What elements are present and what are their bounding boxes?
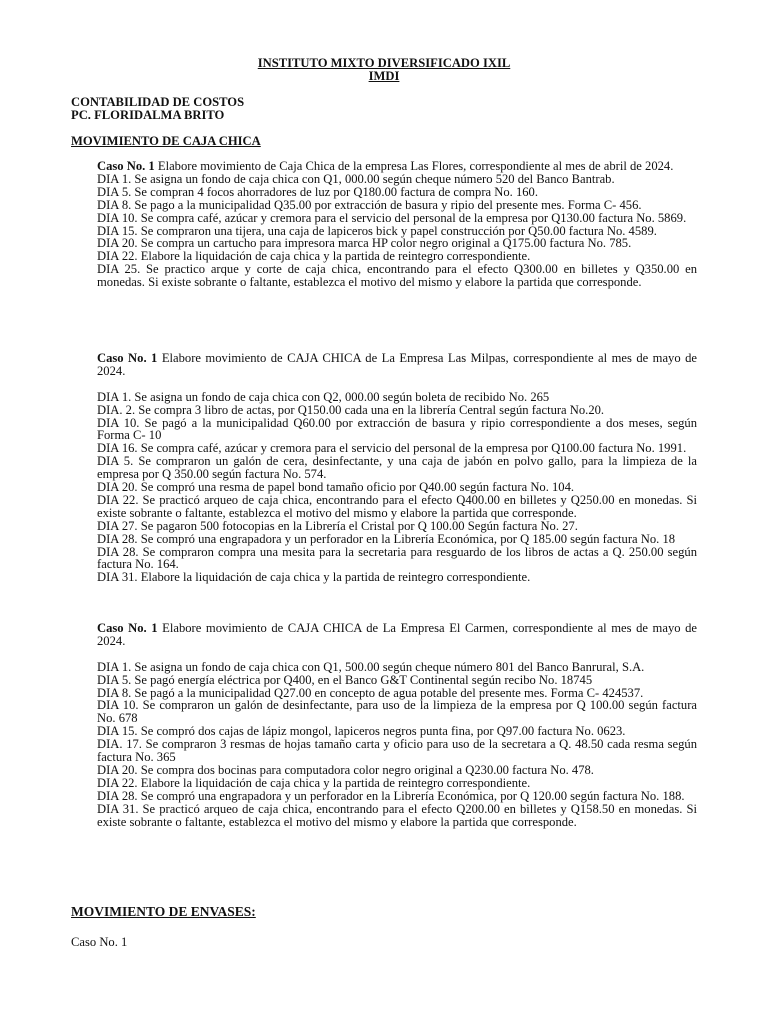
case-el-carmen	[97, 622, 697, 828]
case-intro	[97, 622, 697, 648]
case-line: DIA 16. Se compra café, azúcar y cremora para el servicio del personal de la empresa por Q100.00 factura No. 1991.	[97, 441, 687, 456]
case-line: DIA 31. Elabore la liquidación de caja chica y la partida de reintegro correspondiente.	[97, 570, 531, 585]
case-line: DIA 20. Se compra dos bocinas para computadora color negro original a Q230.00 factura No. 478.	[97, 762, 594, 777]
case-intro-text: Elabore movimiento de CAJA CHICA de La Empresa El Carmen, correspondiente al mes de mayo de 2024.	[97, 621, 697, 648]
institution-name: INSTITUTO MIXTO DIVERSIFICADO IXIL	[257, 56, 511, 70]
case-line: DIA 8. Se pagó a la municipalidad Q27.00 en concepto de agua potable del presente mes. Forma C- 424537.	[97, 685, 644, 700]
case-line: DIA 25. Se practico arque y corte de caja chica, encontrando para el efecto Q300.00 en billetes y Q350.00 en monedas. Si existe sobrante o faltante, establezca el motivo del mismo y elabore la partida que corresponde.	[97, 262, 697, 290]
case-line: DIA 22. Elabore la liquidación de caja chica y la partida de reintegro correspondiente.	[97, 775, 531, 790]
professor-name: PC. FLORIDALMA BRITO	[71, 108, 225, 122]
case-intro-text: Elabore movimiento de Caja Chica de la empresa Las Flores, correspondiente al mes de abril de 2024.	[154, 159, 674, 173]
case-intro	[97, 352, 697, 378]
case-line: DIA 10. Se compraron un galón de desinfectante, para uso de la limpieza de la empresa por Q 100.00 según factura No. 678	[97, 698, 697, 726]
case-line: DIA 8. Se pago a la municipalidad Q35.00 por extracción de basura y ripio del presente mes. Forma C- 456.	[97, 197, 642, 212]
section-title-caja-chica: MOVIMIENTO DE CAJA CHICA	[71, 134, 261, 148]
case-line: DIA 28. Se compró una engrapadora y un perforador en la Librería Económica, por Q 120.00 según factura No. 188.	[97, 788, 685, 803]
case-line: DIA 22. Elabore la liquidación de caja chica y la partida de reintegro correspondiente.	[97, 249, 531, 264]
case-line: DIA 20. Se compra un cartucho para impresora marca HP color negro original a Q175.00 factura No. 785.	[97, 236, 632, 251]
case-las-milpas	[97, 352, 697, 584]
institution-abbrev: IMDI	[368, 69, 400, 83]
case-line: DIA 5. Se compraron un galón de cera, desinfectante, y una caja de jabón en polvo gallo, para la limpieza de la empresa por Q 350.00 según factura No. 574.	[97, 454, 697, 482]
case-label: Caso No. 1	[97, 621, 158, 635]
case-line: DIA 1. Se asigna un fondo de caja chica con Q2, 000.00 según boleta de recibido No. 265	[97, 389, 550, 404]
course-title: CONTABILIDAD DE COSTOS	[71, 95, 245, 109]
case-line: DIA 5. Se pagó energía eléctrica por Q400, en el Banco G&T Continental según recibo No. 18745	[97, 672, 593, 687]
case-label-envases: Caso No. 1	[71, 935, 128, 949]
case-line: DIA 15. Se compraron una tijera, una caja de lapiceros bick y papel construcción por Q50.00 factura No. 4589.	[97, 223, 657, 238]
case-las-flores	[97, 160, 697, 289]
case-line: DIA 10. Se pagó a la municipalidad Q60.00 por extracción de basura y ripio correspondiente a dos meses, según Forma C- 10	[97, 415, 697, 443]
case-line: DIA 5. Se compran 4 focos ahorradores de luz por Q180.00 factura de compra No. 160.	[97, 184, 538, 199]
case-line: DIA 15. Se compró dos cajas de lápiz mongol, lapiceros negros punta fina, por Q97.00 factura No. 0623.	[97, 724, 626, 739]
case-line: DIA 28. Se compró una engrapadora y un perforador en la Librería Económica, por Q 185.00 según factura No. 18	[97, 531, 676, 546]
case-line: DIA. 17. Se compraron 3 resmas de hojas tamaño carta y oficio para uso de la secretara a Q. 48.50 cada resma según factura No. 365	[97, 737, 697, 765]
case-line: DIA 31. Se practicó arqueo de caja chica, encontrando para el efecto Q200.00 en billetes y Q158.50 en monedas. Si existe sobrante o faltante, establezca el motivo del mismo y elabore la partida que corresponde.	[97, 801, 697, 829]
case-line: DIA 1. Se asigna un fondo de caja chica con Q1, 500.00 según cheque número 801 del Banco Banrural, S.A.	[97, 659, 645, 674]
section-title-envases: MOVIMIENTO DE ENVASES:	[71, 904, 256, 919]
case-line: DIA 22. Se practicó arqueo de caja chica, encontrando para el efecto Q400.00 en billetes y Q250.00 en monedas. Si existe sobrante o faltante, establezca el motivo del mismo y elabore la partida que corresponde.	[97, 492, 697, 520]
case-line: DIA. 2. Se compra 3 libro de actas, por Q150.00 cada una en la librería Central según factura No.20.	[97, 402, 605, 417]
case-intro	[97, 160, 697, 173]
case-line: DIA 27. Se pagaron 500 fotocopias en la Librería el Cristal por Q 100.00 Según factura No. 27.	[97, 518, 578, 533]
case-line: DIA 1. Se asigna un fondo de caja chica con Q1, 000.00 según cheque número 520 del Banco Bantrab.	[97, 171, 615, 186]
case-line: DIA 20. Se compró una resma de papel bond tamaño oficio por Q40.00 según factura No. 104.	[97, 480, 575, 495]
case-line: DIA 10. Se compra café, azúcar y cremora para el servicio del personal de la empresa por Q130.00 factura No. 5869.	[97, 210, 687, 225]
case-intro-text: Elabore movimiento de CAJA CHICA de La Empresa Las Milpas, correspondiente al mes de mayo de 2024.	[97, 351, 697, 378]
case-label: Caso No. 1	[97, 159, 155, 173]
case-line: DIA 28. Se compraron compra una mesita para la secretaria para resguardo de los libros de actas a Q. 250.00 según factura No. 164.	[97, 544, 697, 572]
case-label: Caso No. 1	[97, 351, 158, 365]
